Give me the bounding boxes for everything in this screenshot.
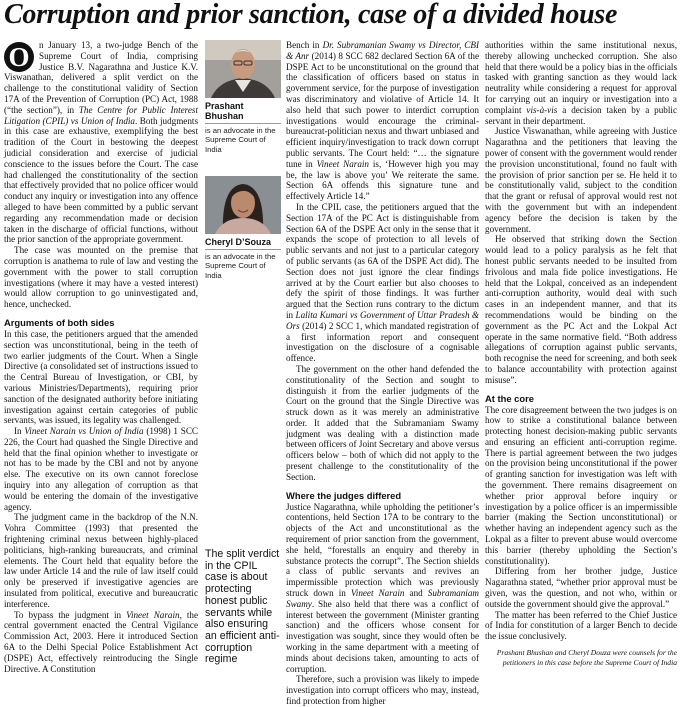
paragraph: In Vineet Narain vs Union of India (1998) 1 SCC 226, the Court had quashed the Single Directive and held that the final opinion whether to investigate or not has to be made by the CBI and not by anyone else. The executive on its own cannot foreclose inquiry into any allegation of corruption as that would be entering the domain of the investigative agency. xyxy=(4,426,199,512)
paragraph: The core disagreement between the two judges is on how to strike a constitutional balance between protecting honest decision-making public servants and ensuring an efficient anti-corruption regime. There is partial agreement between the two judges on the provision being unconstitutional if the power of granting sanction for investigation was left with the government. There remains disagreement on whether prior approval before inquiry or investigation by a police officer is an impermissible barrier (making the Section unconstitutional) or whether having an independent agency such as the Lokpal as a filter to prevent abuse would overcome this barrier (thereby upholding the Section’s constitutionality). xyxy=(485,404,677,566)
paragraph: The matter has been referred to the Chief Justice of India for constitution of a larger Bench to decide the issue conclusively. xyxy=(485,609,677,642)
paragraph: Justice Viswanathan, while agreeing with Justice Nagarathna and the petitioners that leaving the power of consent with the government would render the provision unconstitutional, found no fault with the provision of prior sanction per se. He held it to be constitutionally valid, subject to the condition that the grant or refusal of approval would rest not with the government but with an independent agency before the decision is taken by the government. xyxy=(485,126,677,234)
paragraph: To bypass the judgment in Vineet Narain, the central government enacted the Central Vigilance Commission Act, 2003. Here it introduced Section 6A to the Delhi Special Police Establishment Act (DSPE) Act, effectively reintroducing the Single Directive. A Constitution xyxy=(4,609,198,674)
paragraph: He observed that striking down the Section would lead to a policy paralysis as he felt that honest public servants needed to be insulted from frivolous and mala fide police investigations. He held that the Lokpal, conceived as an independent anti-corruption authority, would deal with such cases in an independent manner, and that its recommendations would be binding on the government as the PC Act and the Lokpal Act operate in the same normative field. “Both address allegations of corruption against public servants, both recognise the need for screening, and both seek to balance accountability with protection against misuse”. xyxy=(485,234,677,385)
paragraph: Therefore, such a provision was likely to impede investigation into corrupt officers who may, instead, find protection from higher xyxy=(286,674,479,707)
section-heading-arguments: Arguments of both sides xyxy=(4,316,115,328)
paragraph: Differing from her brother judge, Justice Nagarathna stated, “whether prior approval must be given, was the question, and not who, within or outside the government should give the approval.” xyxy=(485,566,677,609)
dropcap-letter: O xyxy=(4,42,34,72)
paragraph: authorities within the same institutional nexus, thereby allowing unchecked corruption. She also held that there would be a policy bias in the officials tasked with granting sanction as they would lack neutrality while considering a request for approval for carrying out an inquiry or investigation into a complaint vis-à-vis a decision taken by a public servant in their department. xyxy=(485,40,677,126)
article-column-1 xyxy=(4,40,199,674)
author-photo-cheryl xyxy=(205,176,281,234)
author-card-2 xyxy=(205,176,281,280)
paragraph: The case was mounted on the premise that corruption is anathema to rule of law and vesting the government with the power to stall corruption investigations (where it may have a vested interest) would allow corruption to go uninvestigated and, hence, unchecked. xyxy=(4,245,198,310)
author-role: is an advocate in the Supreme Court of India xyxy=(205,126,276,154)
author-credit: Prashant Bhushan and Cheryl Douza were counsels for the petitioners in this case before the Supreme Court of India xyxy=(496,648,677,667)
headline: Corruption and prior sanction, case of a divided house xyxy=(4,0,618,30)
author-name: Prashant Bhushan xyxy=(205,101,244,121)
divider xyxy=(205,249,281,250)
author-name: Cheryl D’Souza xyxy=(205,237,272,247)
paragraph: In the CPIL case, the petitioners argued that the Section 17A of the PC Act is distinguishable from Section 6A of the DSPE Act only in the sense that it expands the scope of protection to all levels of public servants and not just to a particular category of public servants (as 6A of the DSPE Act did). The Section does not just ignore the clear findings arrived at by the Court earlier but also chooses to defy the spirit of those findings. It was further argued that the Section runs contrary to the dictum in Lalita Kumari vs Government of Uttar Pradesh & Ors (2014) 2 SCC 1, which mandated registration of a first information report and consequent investigation on the disclosure of a cognisable offence. xyxy=(286,201,480,364)
article-column-2 xyxy=(286,40,480,707)
author-card-1 xyxy=(205,40,281,154)
paragraph: Bench in Dr. Subramanian Swamy vs Director, CBI & Anr (2014) 8 SCC 682 declared Section 6A of the DSPE Act to be unconstitutional on the ground that the classification of officers based on status in government service, for the purpose of investigation was discriminatory and violative of Article 14. It also held that such power to interdict corruption investigations would encourage the criminal-bureaucrat-politician nexus and thwart unbiased and efficient inquiry/investigation to track down corrupt public servants. The Court held: “… the signature tune in Vineet Narain is, ‘However high you may be, the law is above you’ We reiterate the same. Section 6A offends this signature tune and effectively Article 14.” xyxy=(286,40,479,202)
portrait-icon xyxy=(205,40,281,98)
paragraph: Justice Nagarathna, while upholding the petitioner’s contentions, held Section 17A to be contrary to the objects of the Act and unconstitutional as the requirement of prior sanction from the government, she held, “forestalls an enquiry and thereby in substance protects the corrupt”. The Section shields a class of public servants and revives an impermissible protection which was previously struck down in Vineet Narain and Subramaniam Swamy. She also held that there was a conflict of interest between the government (Minister granting sanction) and the officers whose consent for investigation was sought, since they would often be working in the same department with a meeting of minds about decisions taken, amounting to acts of corruption. xyxy=(286,501,479,674)
intro-paragraph: O n January 13, a two-judge Bench of the Supreme Court of India, comprising Justice B.V. Nagarathna and Justice K.V. Viswanathan, delivered a split verdict on the challenge to the constitutional validity of Section 17A of the Prevention of Corruption (PC) Act, 1988 (“the section”), in The Centre for Public Interest Litigation (CPIL) vs Union of India. Both judgments in this case are exhaustive, exemplifying the best tradition of the Court in bestowing the deepest judicial consideration and exercise of judicial conscience to the issues before the Court. The case had challenged the constitutionality of the section that effectively provided that no police officer would conduct any inquiry or investigation into any offence alleged to have been committed by a public servant regarding any recommendation made or decision taken in the discharge of official functions, without the prior sanction of the appropriate government. xyxy=(4,40,198,245)
article-column-3 xyxy=(485,40,677,670)
section-heading-core: At the core xyxy=(485,392,534,404)
divider xyxy=(205,123,281,124)
portrait-icon xyxy=(205,176,281,234)
author-photo-prashant xyxy=(205,40,281,98)
paragraph: The government on the other hand defended the constitutionality of the Section and sought to distinguish it from the earlier judgments of the Court on the ground that the Single Directive was struck down as it was merely an administrative order. It added that the Subramaniam Swamy judgment was dealing with a distinction made between officers of Joint Secretary and above versus officers below – both of which did not apply to the present challenge to the constitutionality of the Section. xyxy=(286,363,479,482)
section-heading-judges: Where the judges differed xyxy=(286,489,402,501)
paragraph: The judgment came in the backdrop of the N.N. Vohra Committee (1993) that presented the frightening criminal nexus between highly-placed politicians, high-ranking bureaucrats, and criminal elements. The Court held that equality before the law under Article 14 and the rule of law itself could only be preserved if investigative agencies are insulated from political, executive and bureaucratic interference. xyxy=(4,512,198,609)
paragraph: In this case, the petitioners argued that the amended section was unconstitutional, being in the teeth of two earlier judgments of the Court. When a Single Directive (a consolidated set of instructions issued to the Central Bureau of Investigation, or CBI, by various Ministries/Departments), requiring prior sanction of the designated authority before initiating investigation against certain categories of public servants, was issued, its legality was challenged. xyxy=(4,328,198,426)
pull-quote: The split verdict in the CPIL case is about protecting honest public servants while also ensuring an efficient anti-corruption regime xyxy=(205,548,280,666)
author-role: is an advocate in the Supreme Court of India xyxy=(205,252,276,280)
